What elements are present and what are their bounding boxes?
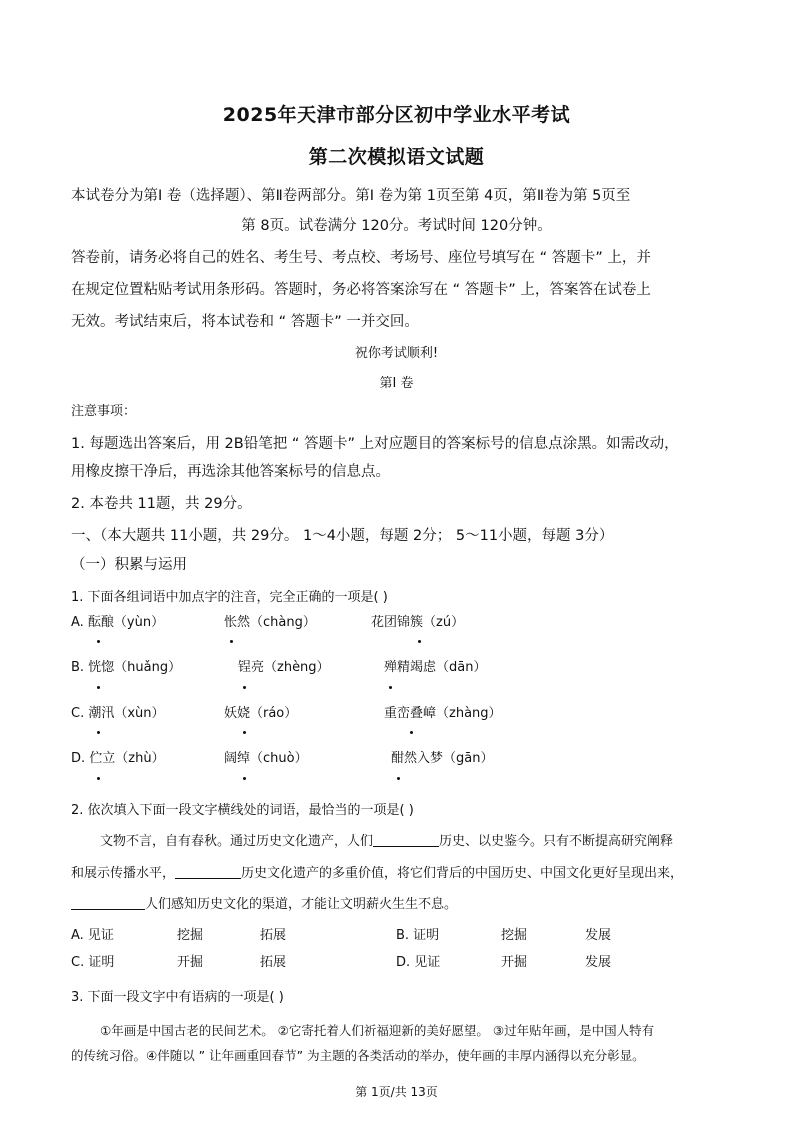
- exam-subtitle: 第二次模拟语文试题: [308, 146, 485, 168]
- intro-line-1: 本试卷分为第Ⅰ 卷（选择题）、第Ⅱ卷两部分。第Ⅰ 卷为第 1页至第 4页，第Ⅱ卷为第 5页至: [71, 188, 631, 204]
- q2-option-c-3: 拓展: [260, 955, 287, 970]
- q2-option-b-2: 挖掘: [501, 928, 528, 943]
- q3-passage-line-1: ①年画是中国古老的民间艺术。 ②它寄托着人们祈福迎新的美好愿望。 ③过年贴年画，是中国人特有: [100, 1023, 655, 1038]
- emphasis-dot: [243, 777, 246, 780]
- q2-passage-line-2: [71, 862, 683, 881]
- q2-option-c-1: C. 证明: [71, 955, 115, 970]
- q1-option-d-word-1: D. 伫立（zhù）: [71, 751, 165, 766]
- note-1-line-2: 用橡皮擦干净后，再选涂其他答案标号的信息点。: [71, 464, 390, 480]
- fill-in-blank-1: [373, 832, 439, 847]
- q1-option-b-word-2: 锃亮（zhèng）: [238, 660, 330, 675]
- q3-passage-line-2: 的传统习俗。④伴随以 ” 让年画重回春节” 为主题的各类活动的举办，使年画的丰厚内涵得以充分彰显。: [71, 1048, 645, 1063]
- q2-option-d-1: D. 见证: [396, 955, 441, 970]
- q2-passage-text: 文物不言，自有春秋。通过历史文化遗产，人们: [100, 834, 374, 849]
- q2-option-a-1: A. 见证: [71, 928, 114, 943]
- q2-passage-line-1: [100, 830, 673, 849]
- emphasis-dot: [97, 640, 100, 643]
- emphasis-dot: [397, 777, 400, 780]
- emphasis-dot: [230, 640, 233, 643]
- section-one-heading: （一）积累与运用: [71, 557, 187, 573]
- note-1-line-1: 1. 每题选出答案后，用 2B铅笔把 “ 答题卡” 上对应题目的答案标号的信息点涂黑。如需改动，: [71, 436, 679, 452]
- q1-option-c-word-1: C. 潮汛（xùn）: [71, 706, 165, 721]
- emphasis-dot: [243, 731, 246, 734]
- emphasis-dot: [410, 731, 413, 734]
- q2-passage-line-3: [71, 893, 457, 912]
- fill-in-blank-2: [175, 864, 241, 879]
- q2-passage-text: 历史、以史鉴今。只有不断提高研究阐释: [439, 834, 674, 849]
- emphasis-dot: [97, 686, 100, 689]
- emphasis-dot: [418, 640, 421, 643]
- emphasis-dot: [389, 686, 392, 689]
- q2-passage-text: 人们感知历史文化的渠道，才能让文明薪火生生不息。: [145, 897, 458, 912]
- q2-passage-text: 和展示传播水平，: [71, 866, 176, 881]
- q1-option-a-word-2: 怅然（chàng）: [224, 615, 316, 630]
- intro-line-2: 第 8页。试卷满分 120分。考试时间 120分钟。: [241, 218, 552, 234]
- intro-line-3: 答卷前，请务必将自己的姓名、考生号、考点校、考场号、座位号填写在 “ 答题卡” 上，并: [71, 250, 651, 266]
- q1-option-c-word-2: 妖娆（ráo）: [224, 706, 298, 721]
- page-number: 第 1页/共 13页: [355, 1085, 438, 1099]
- q2-option-d-2: 开掘: [501, 955, 528, 970]
- q2-option-a-2: 挖掘: [177, 928, 204, 943]
- volume-heading: 第Ⅰ 卷: [379, 376, 414, 391]
- question-1-stem: 1. 下面各组词语中加点字的注音，完全正确的一项是( ): [71, 590, 388, 605]
- q1-option-d-word-2: 阔绰（chuò）: [224, 751, 308, 766]
- q1-option-a-word-1: A. 酝酿（yùn）: [71, 615, 165, 630]
- q2-option-b-1: B. 证明: [396, 928, 440, 943]
- emphasis-dot: [97, 731, 100, 734]
- emphasis-dot: [97, 777, 100, 780]
- good-luck-text: 祝你考试顺利!: [354, 346, 439, 361]
- intro-line-5: 无效。考试结束后，将本试卷和 “ 答题卡” 一并交回。: [71, 314, 419, 330]
- q2-option-d-3: 发展: [585, 955, 612, 970]
- q2-passage-text: 历史文化遗产的多重价值，将它们背后的中国历史、中国文化更好呈现出来，: [241, 866, 684, 881]
- q1-option-b-word-3: 殚精竭虑（dān）: [384, 660, 487, 675]
- q2-option-b-3: 发展: [585, 928, 612, 943]
- q1-option-d-word-3: 酣然入梦（gān）: [391, 751, 494, 766]
- emphasis-dot: [243, 686, 246, 689]
- note-2: 2. 本卷共 11题，共 29分。: [71, 496, 252, 512]
- part-one-heading: 一、（本大题共 11小题，共 29分。 1～4小题，每题 2分； 5～11小题，每题 3分）: [71, 528, 614, 544]
- q2-option-c-2: 开掘: [177, 955, 204, 970]
- fill-in-blank-3: [71, 895, 145, 910]
- exam-title: 2025年天津市部分区初中学业水平考试: [222, 104, 571, 126]
- q1-option-b-word-1: B. 恍惚（huǎng）: [71, 660, 182, 675]
- intro-line-4: 在规定位置粘贴考试用条形码。答题时，务必将答案涂写在 “ 答题卡” 上，答案答在试卷上: [71, 282, 651, 298]
- notes-heading: 注意事项：: [71, 404, 137, 419]
- q2-option-a-3: 拓展: [260, 928, 287, 943]
- q1-option-c-word-3: 重峦叠嶂（zhàng）: [384, 706, 502, 721]
- question-2-stem: 2. 依次填入下面一段文字横线处的词语，最恰当的一项是( ): [71, 803, 414, 818]
- q1-option-a-word-3: 花团锦簇（zú）: [371, 615, 465, 630]
- question-3-stem: 3. 下面一段文字中有语病的一项是( ): [71, 990, 284, 1005]
